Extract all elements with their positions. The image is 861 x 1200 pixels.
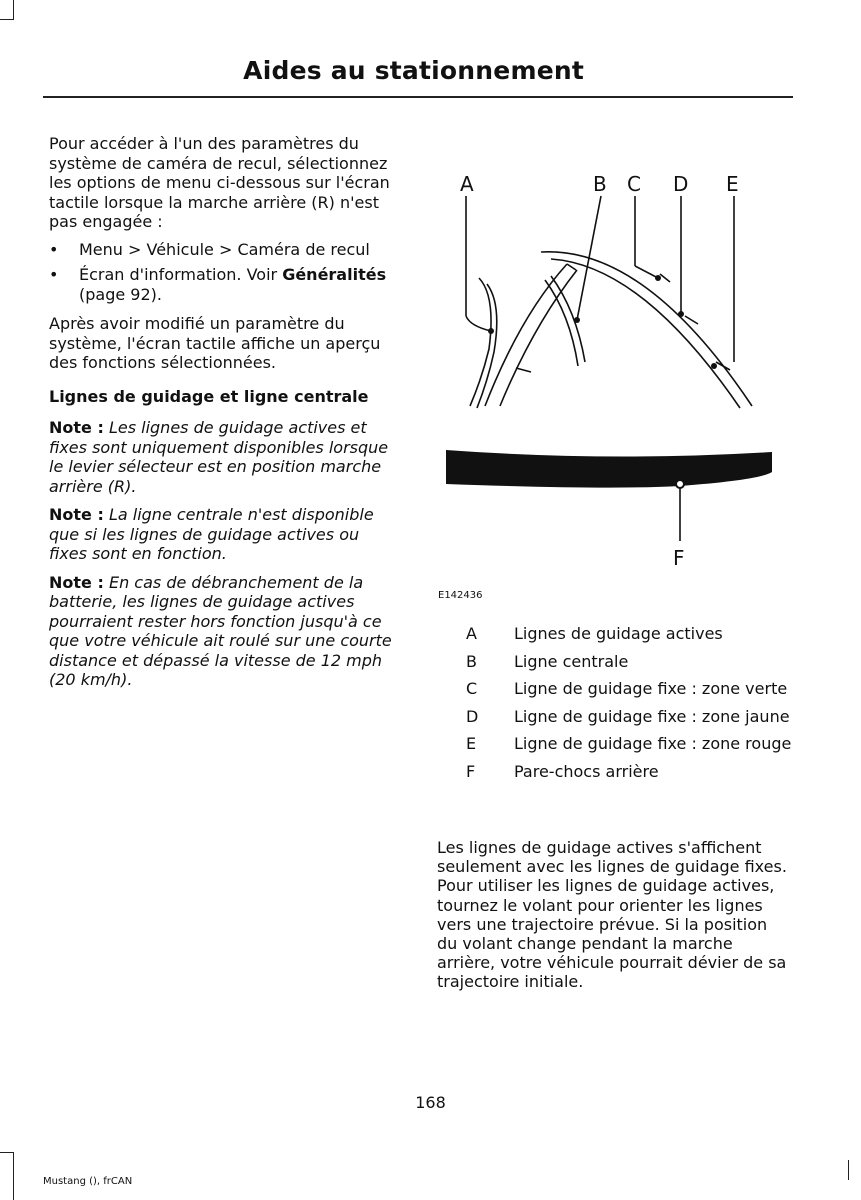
bullet-text: Menu > Véhicule > Caméra de recul — [79, 239, 370, 259]
left-column — [49, 134, 401, 699]
note-label: Note : — [49, 505, 104, 524]
bullet-item-info-screen — [49, 265, 401, 304]
active-guidelines-paragraph: Les lignes de guidage actives s'affichent seulement avec les lignes de guidage fixes. Pour utiliser les lignes de guidage actives, tournez le volant pour orienter les lignes vers une trajectoire prévue. Si la position du volant change pendant la marche arrière, votre véhicule pourrait dévier de sa trajectoire initiale. — [437, 838, 787, 992]
marker-f-dot — [676, 480, 684, 488]
intro-paragraph: Pour accéder à l'un des paramètres du système de caméra de recul, sélectionnez les options de menu ci-dessous sur l'écran tactile lorsque la marche arrière (R) n'est pas engagée : — [49, 134, 390, 231]
bullet-icon: • — [49, 265, 59, 284]
label-a: A — [460, 172, 474, 196]
label-d: D — [673, 172, 689, 196]
fixed-guide-tick-green — [660, 274, 670, 282]
legend-key: E — [466, 734, 477, 753]
crop-mark-top-left-v — [13, 0, 14, 20]
footer-doc-id: Mustang (), frCAN — [43, 1176, 133, 1187]
note-centerline-availability — [49, 505, 401, 564]
fixed-guide-arc-inner — [551, 259, 740, 408]
center-line-rung-2 — [516, 368, 531, 372]
crop-mark-bottom-left-h — [0, 1152, 14, 1153]
crop-mark-bottom-left-v — [13, 1152, 14, 1200]
marker-b-dot — [574, 317, 580, 323]
bullet-icon: • — [49, 239, 59, 259]
leader-line-c-bend — [635, 266, 658, 278]
bullet-text: Écran d'information. Voir — [79, 265, 283, 284]
center-line-left — [485, 264, 567, 406]
page-number: 168 — [415, 1093, 446, 1112]
bullet-item-menu — [49, 240, 401, 260]
fixed-guide-tick-red — [716, 362, 730, 370]
marker-c-dot — [655, 275, 661, 281]
legend-text: Ligne de guidage fixe : zone rouge — [514, 734, 792, 753]
note-label: Note : — [49, 572, 104, 592]
crop-mark-top-left-h — [0, 19, 14, 20]
label-c: C — [627, 172, 641, 196]
legend-key: A — [466, 624, 477, 643]
legend-text: Ligne de guidage fixe : zone verte — [514, 679, 788, 698]
marker-a-dot — [488, 328, 494, 334]
center-inner-curve-right — [551, 276, 585, 362]
marker-e-dot — [711, 363, 717, 369]
section-subheading: Lignes de guidage et ligne centrale — [49, 386, 369, 406]
legend-text: Ligne centrale — [514, 651, 629, 671]
legend-row-f — [466, 762, 796, 782]
legend-key: C — [466, 679, 478, 698]
label-f: F — [673, 546, 685, 570]
label-b: B — [593, 172, 607, 196]
legend-row-b — [466, 652, 796, 672]
center-line-rung-1 — [567, 264, 576, 270]
legend-text: Pare-chocs arrière — [514, 761, 659, 781]
legend-row-c — [466, 679, 796, 699]
crop-mark-bottom-right-v — [848, 1160, 849, 1180]
legend-row-e — [466, 734, 796, 754]
rear-bumper-shape — [446, 450, 772, 488]
note-label: Note : — [49, 418, 104, 437]
legend-text: Ligne de guidage fixe : zone jaune — [514, 706, 790, 726]
header-rule — [43, 96, 793, 98]
active-guide-line-inner — [477, 284, 497, 408]
note-guidelines-availability — [49, 418, 401, 496]
note-text: La ligne centrale n'est disponible que si les lignes de guidage actives ou fixes sont en fonction. — [49, 505, 374, 563]
menu-bullet-list — [49, 240, 401, 305]
legend-key: B — [466, 651, 477, 671]
leader-line-b — [577, 196, 601, 320]
legend-key: D — [466, 706, 479, 726]
center-line-right — [500, 270, 577, 406]
note-text: Les lignes de guidage actives et fixes sont uniquement disponibles lorsque le levier sélecteur est en position marche arrière (R). — [49, 418, 389, 496]
active-guide-line-outer — [470, 278, 491, 406]
leader-line-a-bend — [466, 316, 491, 331]
legend-text: Lignes de guidage actives — [514, 624, 723, 643]
page-title: Aides au stationnement — [243, 56, 584, 85]
after-bullets-paragraph: Après avoir modifié un paramètre du système, l'écran tactile affiche un aperçu des fonctions sélectionnées. — [49, 314, 381, 372]
figure-id: E142436 — [438, 590, 483, 601]
figure-legend — [466, 624, 796, 789]
legend-row-d — [466, 707, 796, 727]
legend-key: F — [466, 761, 476, 781]
legend-row-a — [466, 624, 796, 644]
marker-d-dot — [678, 311, 684, 317]
cross-reference-link[interactable]: Généralités — [282, 265, 387, 284]
note-battery-disconnect — [49, 573, 401, 690]
bullet-text-page-ref: (page 92). — [79, 284, 162, 304]
note-text: En cas de débranchement de la batterie, les lignes de guidage actives pourraient rester hors fonction jusqu'à ce que votre véhicule ait roulé sur une courte distance et dépassé la vitesse de 12 mph (20 km/h). — [49, 572, 392, 689]
diagram-drawing — [430, 166, 790, 586]
label-e: E — [726, 172, 739, 196]
guidance-lines-diagram — [430, 166, 790, 606]
